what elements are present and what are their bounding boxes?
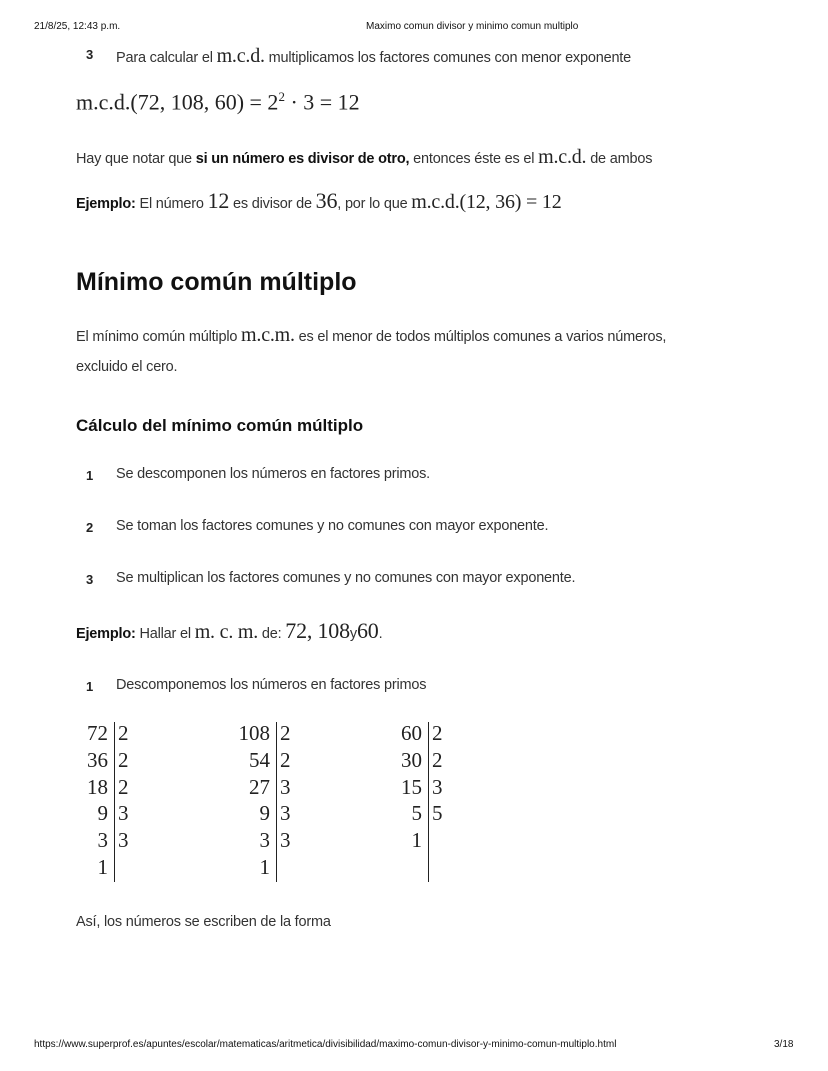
step-number: 2: [86, 520, 94, 535]
prime-divisor: [108, 854, 118, 881]
prime-divisor: 2: [432, 747, 443, 772]
factorization-row: [222, 747, 291, 774]
prime-divisor: 5: [432, 801, 443, 826]
example-mcd: Ejemplo: El número 12 es divisor de 36, por lo que m.c.d.(12, 36) = 12: [76, 188, 562, 213]
prime-divisor: 2: [280, 721, 291, 745]
quotient: 1: [411, 828, 422, 853]
prime-divisor: 3: [118, 801, 129, 826]
factorization-row: [72, 854, 129, 881]
division-bar: [428, 722, 429, 882]
factorization-row: [222, 774, 291, 801]
prime-divisor: 2: [432, 721, 443, 745]
prime-divisor: 3: [432, 774, 443, 799]
quotient: 3: [97, 828, 108, 853]
prime-divisor: 2: [280, 747, 291, 772]
factorization-row: [222, 720, 291, 747]
factorization-60: [374, 720, 443, 854]
factorization-row: [374, 774, 443, 801]
quotient: 72: [87, 721, 108, 745]
factorization-row: [72, 774, 129, 801]
prime-divisor: 2: [118, 747, 129, 772]
quotient: 108: [238, 721, 270, 745]
prime-divisor: [422, 827, 432, 854]
prime-divisor: [270, 854, 280, 881]
factorization-row: [72, 720, 129, 747]
quotient: 5: [411, 801, 422, 826]
step-number: 1: [86, 468, 94, 483]
quotient: 9: [259, 801, 270, 826]
quotient: 36: [87, 747, 108, 772]
step-text: Se toman los factores comunes y no comunes con mayor exponente.: [116, 518, 549, 534]
factorization-row: [72, 747, 129, 774]
factorization-row: [374, 747, 443, 774]
page-url: https://www.superprof.es/apuntes/escolar/matematicas/aritmetica/divisibilidad/maximo-comun-divisor-y-minimo-comun-multiplo.html: [34, 1039, 617, 1050]
print-title: Maximo comun divisor y minimo comun multiplo: [366, 21, 579, 32]
prime-divisor: 3: [118, 828, 129, 853]
print-datetime: 21/8/25, 12:43 p.m.: [34, 21, 121, 32]
mcd-formula: m.c.d.(72, 108, $60) = 2^2 \cdot 3 = 12$: [76, 89, 360, 115]
prime-divisor: 2: [118, 774, 129, 799]
page-number: 3/18: [774, 1039, 794, 1050]
closing-text: Así, los números se escriben de la forma: [76, 914, 331, 930]
step-text: Para calcular el m.c.d. multiplicamos los factores comunes con menor exponente: [116, 45, 631, 67]
step-text: Se descomponen los números en factores primos.: [116, 466, 430, 482]
quotient: 1: [259, 854, 270, 879]
prime-divisor: 3: [280, 774, 291, 799]
quotient: 60: [401, 721, 422, 745]
step-text: Descomponemos los números en factores primos: [116, 677, 427, 693]
step-number: 3: [86, 572, 94, 587]
prime-divisor: 2: [118, 721, 129, 745]
factorization-row: [72, 800, 129, 827]
step-text: Se multiplican los factores comunes y no comunes con mayor exponente.: [116, 570, 576, 586]
factorization-row: [374, 827, 443, 854]
division-bar: [276, 722, 277, 882]
definition-line2: excluido el cero.: [76, 359, 178, 375]
factorization-row: [222, 854, 291, 881]
definition-paragraph: El mínimo común múltiplo m.c.m. es el menor de todos múltiplos comunes a varios números,: [76, 324, 667, 346]
subsection-title: Cálculo del mínimo común múltiplo: [76, 416, 364, 435]
quotient: 15: [401, 774, 422, 799]
factorization-72: [72, 720, 129, 881]
quotient: 27: [249, 774, 270, 799]
factorization-row: [374, 720, 443, 747]
step-number: 1: [86, 679, 94, 694]
quotient: 3: [259, 828, 270, 853]
factorization-row: [374, 800, 443, 827]
example-mcm: Ejemplo: Hallar el m. c. m. de: 72, 108y60.: [76, 618, 383, 643]
factorization-row: [222, 827, 291, 854]
note-paragraph: Hay que notar que si un número es divisor de otro, entonces éste es el m.c.d. de ambos: [76, 146, 653, 168]
division-bar: [114, 722, 115, 882]
quotient: 1: [97, 854, 108, 879]
quotient: 30: [401, 747, 422, 772]
quotient: 9: [97, 801, 108, 826]
quotient: 54: [249, 747, 270, 772]
prime-divisor: 3: [280, 828, 291, 853]
section-title: Mínimo común múltiplo: [76, 268, 357, 296]
factorization-108: [222, 720, 291, 881]
factorization-row: [72, 827, 129, 854]
step-number: 3: [86, 47, 94, 62]
factorization-row: [222, 800, 291, 827]
prime-divisor: 3: [280, 801, 291, 826]
quotient: 18: [87, 774, 108, 799]
